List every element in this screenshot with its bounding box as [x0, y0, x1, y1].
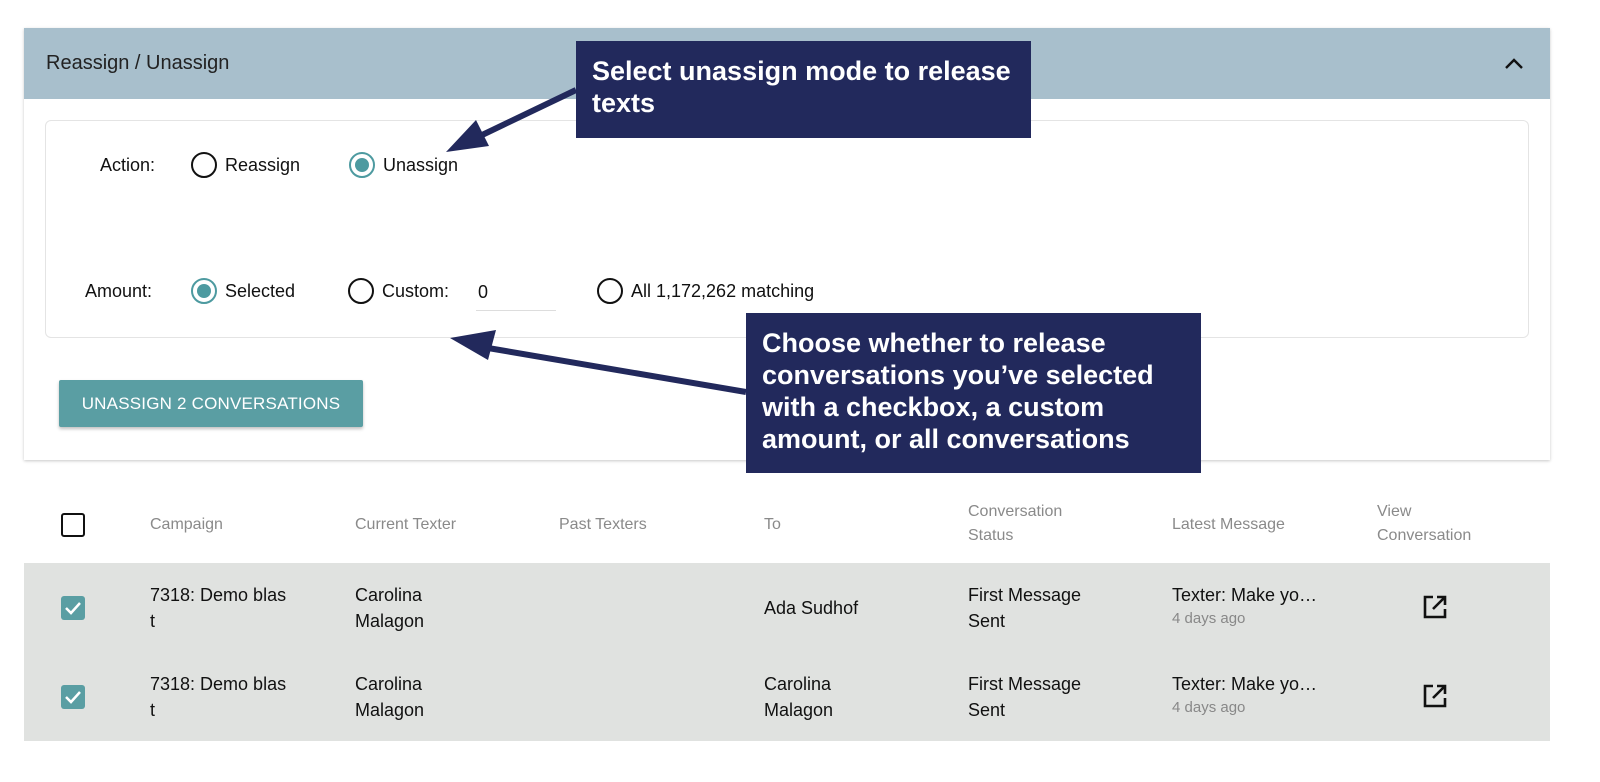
cell-texter-line2: Malagon [355, 611, 425, 631]
radio-custom[interactable] [348, 278, 449, 304]
radio-button-selected[interactable] [191, 278, 217, 304]
column-past-texters[interactable]: Past Texters [559, 516, 647, 533]
callout-unassign-mode: Select unassign mode to release texts [576, 41, 1031, 138]
panel-title: Reassign / Unassign [46, 52, 230, 74]
callout-amount-options: Choose whether to release conversations you’ve selected with a checkbox, a custom amount, or all conversations [746, 313, 1201, 473]
row-checkbox[interactable] [61, 596, 85, 620]
radio-unassign-label: Unassign [383, 154, 459, 175]
cell-campaign-line2: t [150, 700, 156, 720]
cell-latest-message [1172, 582, 1317, 630]
column-status-line1: Conversation [968, 503, 1063, 520]
open-in-new-icon[interactable] [1421, 682, 1449, 710]
latest-message-text: Texter: Make yo… [1172, 585, 1318, 605]
check-icon [64, 601, 82, 615]
radio-button[interactable] [597, 278, 623, 304]
check-icon [64, 690, 82, 704]
cell-status [968, 582, 1081, 634]
unassign-conversations-button[interactable]: UNASSIGN 2 CONVERSATIONS [59, 380, 363, 427]
cell-to [764, 671, 833, 723]
options-form [45, 120, 1529, 338]
radio-selected[interactable] [191, 278, 295, 304]
radio-selected-label: Selected [225, 280, 296, 301]
table-row[interactable] [24, 652, 1550, 741]
cell-campaign [150, 582, 286, 634]
column-conversation-status[interactable] [968, 500, 1062, 548]
cell-texter-line2: Malagon [355, 700, 425, 720]
cell-texter-line1: Carolina [355, 585, 423, 605]
cell-campaign-line2: t [150, 611, 156, 631]
column-to[interactable]: To [764, 516, 781, 533]
radio-button-selected[interactable] [349, 152, 375, 178]
amount-label: Amount: [85, 281, 153, 301]
column-status-line2: Status [968, 527, 1014, 544]
chevron-up-icon[interactable] [1500, 50, 1528, 78]
cell-to [764, 595, 858, 621]
cell-campaign-line1: 7318: Demo blas [150, 585, 287, 605]
cell-campaign-line1: 7318: Demo blas [150, 674, 287, 694]
cell-to-line1: Ada Sudhof [764, 598, 859, 618]
cell-current-texter [355, 582, 424, 634]
cell-status-line2: Sent [968, 700, 1006, 720]
column-current-texter[interactable]: Current Texter [355, 516, 457, 533]
radio-custom-label: Custom: [382, 280, 450, 301]
column-view-line2: Conversation [1377, 527, 1472, 544]
radio-unassign[interactable] [349, 152, 458, 178]
column-campaign[interactable]: Campaign [150, 516, 223, 533]
row-checkbox[interactable] [61, 685, 85, 709]
select-all-checkbox[interactable] [61, 513, 85, 537]
action-label: Action: [100, 155, 156, 175]
table-row[interactable] [24, 563, 1550, 652]
table-header [24, 484, 1550, 563]
cell-to-line2: Malagon [764, 700, 834, 720]
radio-button[interactable] [348, 278, 374, 304]
radio-reassign[interactable] [191, 152, 300, 178]
column-view-line1: View [1377, 503, 1412, 520]
cell-current-texter [355, 671, 424, 723]
cell-latest-message [1172, 671, 1317, 719]
cell-status-line1: First Message [968, 585, 1082, 605]
cell-status [968, 671, 1081, 723]
radio-all[interactable] [597, 278, 814, 304]
open-in-new-icon[interactable] [1421, 593, 1449, 621]
latest-message-time: 4 days ago [1172, 610, 1246, 627]
cell-texter-line1: Carolina [355, 674, 423, 694]
cell-to-line1: Carolina [764, 674, 832, 694]
latest-message-time: 4 days ago [1172, 699, 1246, 716]
cell-status-line2: Sent [968, 611, 1006, 631]
column-view-conversation[interactable] [1377, 500, 1471, 548]
cell-campaign [150, 671, 286, 723]
radio-button[interactable] [191, 152, 217, 178]
radio-all-label: All 1,172,262 matching [631, 280, 815, 301]
latest-message-text: Texter: Make yo… [1172, 674, 1318, 694]
cell-status-line1: First Message [968, 674, 1082, 694]
radio-reassign-label: Reassign [225, 154, 301, 175]
column-latest-message[interactable]: Latest Message [1172, 516, 1285, 533]
custom-amount-input[interactable] [476, 275, 556, 311]
